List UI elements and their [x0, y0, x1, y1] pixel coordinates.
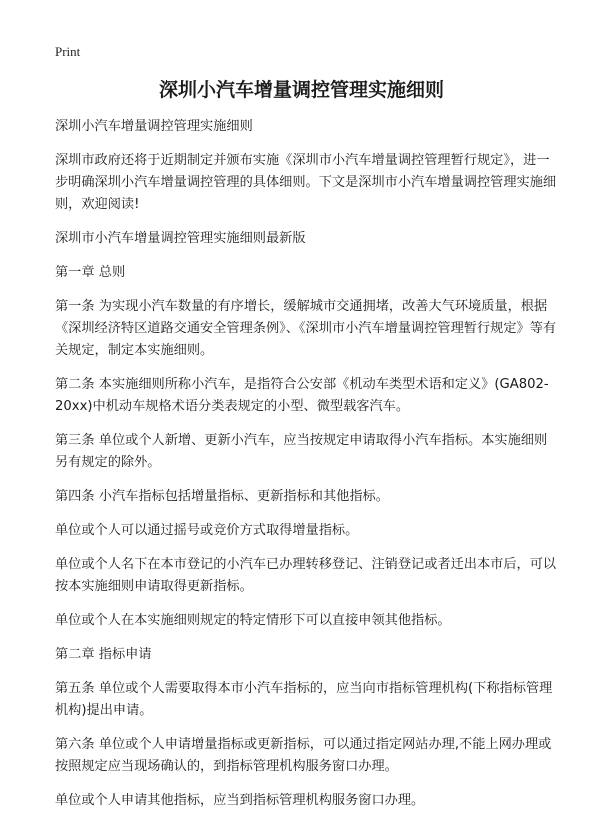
- article-6-clause-1: 单位或个人申请其他指标，应当到指标管理机构服务窗口办理。: [55, 793, 425, 808]
- article-1: 第一条 为实现小汽车数量的有序增长，缓解城市交通拥堵，改善大气环境质量，根据《深圳经济特区道路交通安全管理条例》、《深圳市小汽车增量调控管理暂行规定》等有关规定，制定本实施细则。: [55, 299, 557, 358]
- print-link[interactable]: Print: [55, 44, 81, 59]
- article-4: 第四条 小汽车指标包括增量指标、更新指标和其他指标。: [55, 489, 389, 504]
- chapter-heading-1: 第一章 总则: [55, 265, 126, 280]
- article-3: 第三条 单位或个人新增、更新小汽车，应当按规定申请取得小汽车指标。本实施细则另有规定的除外。: [55, 433, 548, 470]
- paragraph-subtitle: 深圳小汽车增量调控管理实施细则: [55, 119, 253, 134]
- article-6: 第六条 单位或个人申请增量指标或更新指标，可以通过指定网站办理,不能上网办理或按照规定应当现场确认的，到指标管理机构服务窗口办理。: [55, 737, 552, 774]
- article-4-clause-2: 单位或个人名下在本市登记的小汽车已办理转移登记、注销登记或者迁出本市后，可以按本实施细则申请取得更新指标。: [55, 557, 557, 594]
- article-2: 第二条 本实施细则所称小汽车，是指符合公安部《机动车类型术语和定义》(GA802-20xx)中机动车规格术语分类表规定的小型、微型载客汽车。: [55, 377, 549, 414]
- paragraph-intro: 深圳市政府还将于近期制定并颁布实施《深圳市小汽车增量调控管理暂行规定》，进一步明确深圳小汽车增量调控管理的具体细则。下文是深圳市小汽车增量调控管理实施细则，欢迎阅读!: [55, 153, 557, 212]
- article-5: 第五条 单位或个人需要取得本市小汽车指标的，应当向市指标管理机构(下称指标管理机构)提出申请。: [55, 681, 553, 718]
- article-4-clause-3: 单位或个人在本实施细则规定的特定情形下可以直接申领其他指标。: [55, 613, 451, 628]
- chapter-heading-2: 第二章 指标申请: [55, 647, 152, 662]
- article-4-clause-1: 单位或个人可以通过摇号或竞价方式取得增量指标。: [55, 523, 359, 538]
- paragraph-version-heading: 深圳市小汽车增量调控管理实施细则最新版: [55, 231, 306, 246]
- page-title: 深圳小汽车增量调控管理实施细则: [158, 79, 444, 101]
